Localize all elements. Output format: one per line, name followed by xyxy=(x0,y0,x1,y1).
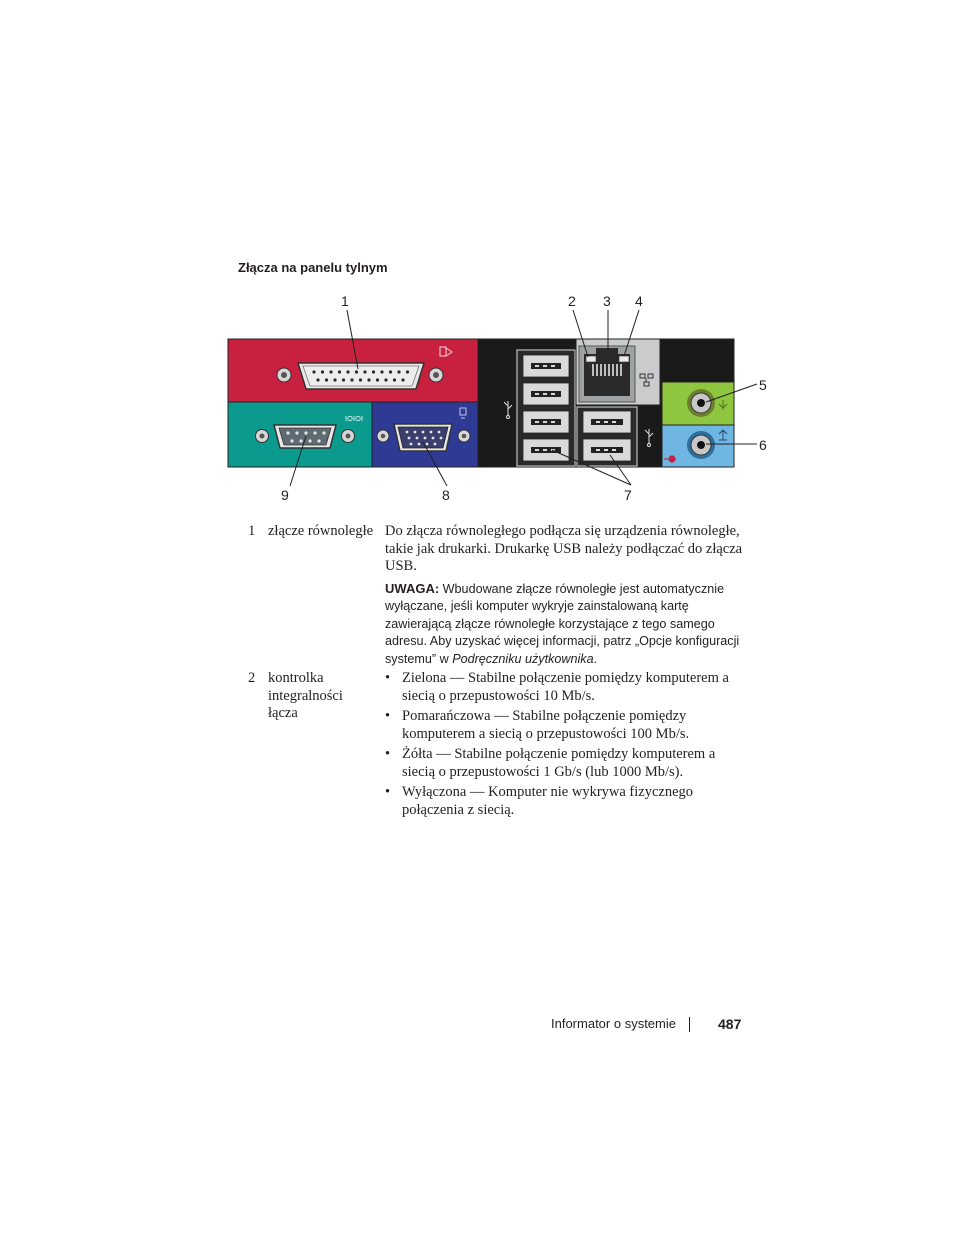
page-number: 487 xyxy=(718,1016,742,1032)
audio-ports xyxy=(662,382,734,467)
bullet-item: • Pomarańczowa — Stabilne połączenie pomiędzy komputerem a siecią o przepustowości 100 Mb/s. xyxy=(385,708,745,743)
note-label: UWAGA: xyxy=(385,580,440,596)
description-text: Do złącza równoległego podłącza się urządzenia równoległe, takie jak drukarki. Drukarkę USB należy podłączać do złącza USB. xyxy=(385,523,743,574)
note-text-after: . xyxy=(593,651,598,666)
back-panel-figure xyxy=(226,290,786,505)
item-number: 2 xyxy=(248,670,256,686)
parallel-port xyxy=(228,339,478,402)
note xyxy=(385,580,745,669)
item-number: 1 xyxy=(248,523,256,539)
callout-5: 5 xyxy=(759,377,767,393)
bullet-item: • Żółta — Stabilne połączenie pomiędzy komputerem a siecią o przepustowości 1 Gb/s (lub 1000 Mb/s). xyxy=(385,746,745,781)
footer-title: Informator o systemie xyxy=(551,1016,676,1031)
bullet-item: • Zielona — Stabilne połączenie pomiędzy komputerem a siecią o przepustowości 10 Mb/s. xyxy=(385,670,745,705)
callout-8: 8 xyxy=(442,487,450,503)
bullet-list xyxy=(385,670,745,819)
back-panel-illustration xyxy=(226,290,786,505)
vga-port xyxy=(372,402,478,467)
callout-9: 9 xyxy=(281,487,289,503)
note-text-before: Wbudowane złącze równoległe jest automatycznie wyłączane, jeśli komputer wykryje zainstalowaną kartę zawierającą złącze równoległe korzystające z tego samego adresu. Aby uzyskać więcej informacji, patrz „Opcje konfiguracji systemu” w xyxy=(385,581,740,666)
item-description xyxy=(385,523,745,668)
section-heading: Złącza na panelu tylnym xyxy=(238,260,388,275)
callout-6: 6 xyxy=(759,437,767,453)
callout-4: 4 xyxy=(635,293,643,309)
callout-7: 7 xyxy=(624,487,632,503)
bullet-item: • Wyłączona — Komputer nie wykrywa fizycznego połączenia z siecią. xyxy=(385,784,745,819)
item-term: złącze równoległe xyxy=(268,523,374,539)
item-term: kontrolka integralności łącza xyxy=(268,670,343,721)
item-description xyxy=(385,670,745,822)
serial-port xyxy=(228,402,372,467)
callout-3: 3 xyxy=(603,293,611,309)
footer-separator xyxy=(689,1017,690,1032)
callout-2: 2 xyxy=(568,293,576,309)
callout-1: 1 xyxy=(341,293,349,309)
network-port xyxy=(576,339,660,405)
note-italic: Podręczniku użytkownika xyxy=(452,651,594,666)
